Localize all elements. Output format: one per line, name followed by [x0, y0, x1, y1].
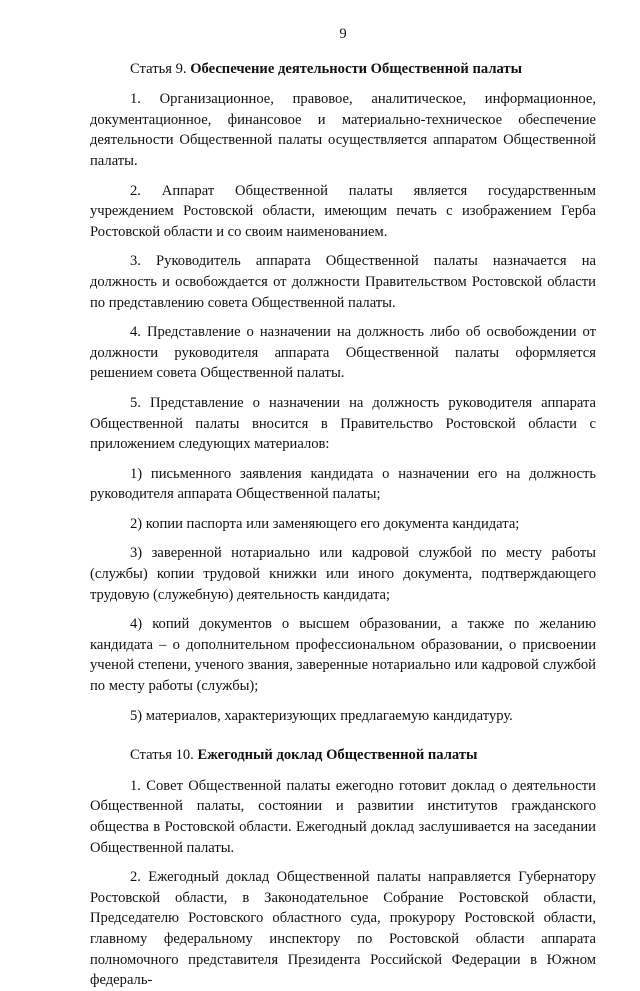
page-number: 9	[339, 26, 347, 42]
article-9-paragraph-3: 3. Руководитель аппарата Общественной палаты назначается на должность и освобождается от должности Правительством Ростовской области по представлению совета Общественной палаты.	[90, 253, 596, 311]
list-item-1: 1) письменного заявления кандидата о назначении его на должность руководителя аппарата Общественной палаты;	[90, 465, 596, 503]
article-9-paragraph-5: 5. Представление о назначении на должность руководителя аппарата Общественной палаты вносится в Правительство Ростовской области с приложением следующих материалов:	[90, 394, 596, 453]
article-10-paragraph-1: 1. Совет Общественной палаты ежегодно готовит доклад о деятельности Общественной палаты, состоянии и развитии институтов гражданского общества в Ростовской области. Ежегодный доклад заслушивается на заседании Общественной палаты.	[90, 777, 596, 856]
article-10-prefix: Статья 10.	[130, 747, 194, 764]
article-9-paragraph-4: 4. Представление о назначении на должность либо об освобождении от должности руководителя аппарата Общественной палаты оформляется решением совета Общественной палаты.	[90, 324, 596, 382]
article-9-prefix: Статья 9.	[130, 60, 187, 77]
list-item-4: 4) копий документов о высшем образовании, а также по желанию кандидата – о дополнительном профессиональном образовании, о присвоении ученой степени, ученого звания, заверенные нотариально или кадровой службой по месту работы (службы);	[90, 616, 596, 695]
list-item-2: 2) копии паспорта или заменяющего его документа кандидата;	[130, 515, 520, 532]
article-9-paragraph-2: 2. Аппарат Общественной палаты является государственным учреждением Ростовской области, имеющим печать с изображением Герба Ростовской области и со своим наименованием.	[90, 182, 596, 240]
article-10-heading	[90, 745, 596, 766]
article-10-title: Ежегодный доклад Общественной палаты	[197, 747, 478, 764]
list-item-5: 5) материалов, характеризующих предлагаемую кандидатуру.	[130, 707, 513, 724]
list-item-3: 3) заверенной нотариально или кадровой службой по месту работы (службы) копии трудовой книжки или иного документа, подтверждающего трудовую (служебную) деятельность кандидата;	[90, 545, 596, 603]
article-9-heading	[90, 59, 596, 80]
article-9-paragraph-1: 1. Организационное, правовое, аналитическое, информационное, документационное, финансовое и материально-техническое обеспечение деятельности Общественной палаты осуществляется аппаратом Общественной палаты.	[90, 91, 596, 169]
article-9-title: Обеспечение деятельности Общественной палаты	[190, 60, 522, 77]
article-10-paragraph-2: 2. Ежегодный доклад Общественной палаты направляется Губернатору Ростовской области, в Законодательное Собрание Ростовской области, Председателю Ростовского областного суда, прокурору Ростовской области, главному федеральному инспектору по Ростовской области аппарата полномочного представителя Президента Российской Федерации в Южном федераль-	[90, 869, 596, 989]
